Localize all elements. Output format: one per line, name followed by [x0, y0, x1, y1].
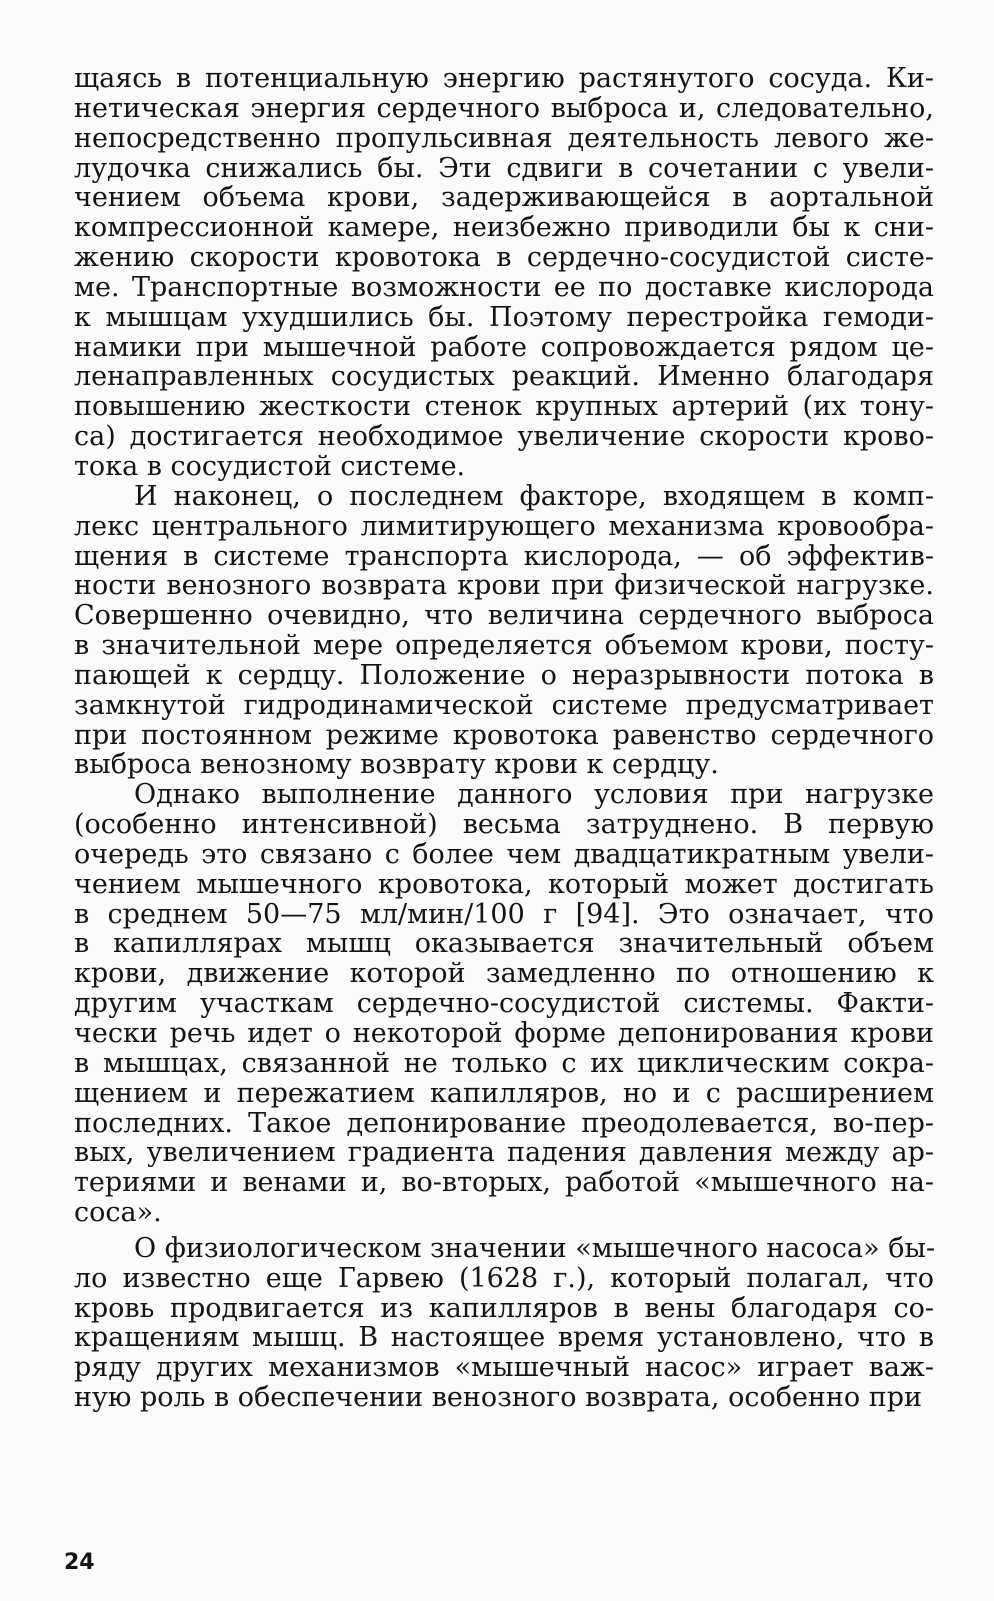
body-text: [74, 64, 934, 1413]
paragraph-4: [74, 1234, 934, 1413]
text-line: ряду других механизмов «мышечный насос» играет важ-: [74, 1352, 934, 1384]
paragraph-3: [74, 780, 934, 1228]
text-line: тока в сосудистой системе.: [74, 450, 466, 482]
text-line: очередь это связано с более чем двадцатикратным увели-: [74, 838, 934, 870]
text-line: са) достигается необходимое увеличение скорости крово-: [74, 421, 934, 453]
text-line: при постоянном режиме кровотока равенство сердечного: [74, 719, 934, 751]
text-line: чески речь идет о некоторой форме депонирования крови: [74, 1018, 934, 1049]
text-line: ло известно еще Гарвею (1628 г.), который полагал, что: [74, 1262, 934, 1294]
text-line: щением и пережатием капилляров, но и с расширением: [74, 1077, 934, 1109]
text-line: намики при мышечной работе сопровождается рядом це-: [74, 331, 934, 363]
text-line: щаясь в потенциальную энергию растянутого сосуда. Ки-: [74, 63, 934, 94]
text-line: ленаправленных сосудистых реакций. Именно благодаря: [74, 361, 934, 393]
text-line: ме. Транспортные возможности ее по доставке кислорода: [74, 271, 934, 303]
text-line: нетическая энергия сердечного выброса и, следовательно,: [74, 92, 934, 124]
text-line: в значительной мере определяется объемом крови, посту-: [74, 630, 934, 662]
paragraph-2: [74, 482, 934, 780]
text-line: в среднем 50—75 мл/мин/100 г [94]. Это означает, что: [74, 898, 934, 930]
text-line: И наконец, о последнем факторе, входящем в комп-: [134, 480, 934, 512]
text-line: крови, движение которой замедленно по отношению к: [74, 958, 934, 990]
text-line: пающей к сердцу. Положение о неразрывности потока в: [74, 659, 934, 691]
text-line: кровь продвигается из капилляров в вены благодаря со-: [74, 1292, 934, 1324]
text-line: териями и венами и, во-вторых, работой «мышечного на-: [74, 1167, 934, 1199]
text-line: чением объема крови, задерживающейся в аортальной: [74, 182, 934, 214]
text-line: жению скорости кровотока в сердечно-сосудистой систе-: [74, 242, 934, 274]
text-line: О физиологическом значении «мышечного насоса» бы-: [134, 1232, 936, 1264]
text-line: в мышцах, связанной не только с их циклическим сокра-: [74, 1047, 934, 1079]
text-line: замкнутой гидродинамической системе предусматривает: [74, 689, 934, 721]
text-line: непосредственно пропульсивная деятельность левого же-: [74, 122, 934, 154]
text-line: лудочка снижались бы. Эти сдвиги в сочетании с увели-: [74, 152, 934, 184]
text-line: щения в системе транспорта кислорода, — об эффектив-: [74, 540, 934, 572]
text-line: ности венозного возврата крови при физической нагрузке.: [74, 570, 934, 602]
text-line: чением мышечного кровотока, который может достигать: [74, 868, 934, 900]
text-line: лекс центрального лимитирующего механизма кровообра-: [74, 510, 934, 542]
text-line: выброса венозному возврату крови к сердцу.: [74, 749, 719, 781]
text-line: кращениям мышц. В настоящее время установлено, что в: [74, 1322, 934, 1354]
text-line: в капиллярах мышц оказывается значительный объем: [74, 928, 934, 960]
paragraph-1: [74, 64, 934, 482]
page-number: 24: [64, 1550, 95, 1575]
text-line: к мышцам ухудшились бы. Поэтому перестройка гемоди-: [74, 301, 934, 333]
text-line: последних. Такое депонирование преодолевается, во-пер-: [74, 1107, 934, 1139]
text-line: повышению жесткости стенок крупных артерий (их тону-: [74, 391, 934, 423]
text-line: компрессионной камере, неизбежно приводили бы к сни-: [74, 212, 934, 244]
text-line: Совершенно очевидно, что величина сердечного выброса: [74, 600, 934, 632]
text-line: (особенно интенсивной) весьма затруднено. В первую: [74, 809, 934, 841]
text-line: вых, увеличением градиента падения давления между ар-: [74, 1137, 934, 1169]
text-line: соса».: [74, 1197, 162, 1229]
text-line: другим участкам сердечно-сосудистой системы. Факти-: [74, 988, 934, 1020]
text-line: ную роль в обеспечении венозного возврата, особенно при: [74, 1382, 923, 1414]
text-line: Однако выполнение данного условия при нагрузке: [134, 779, 934, 811]
